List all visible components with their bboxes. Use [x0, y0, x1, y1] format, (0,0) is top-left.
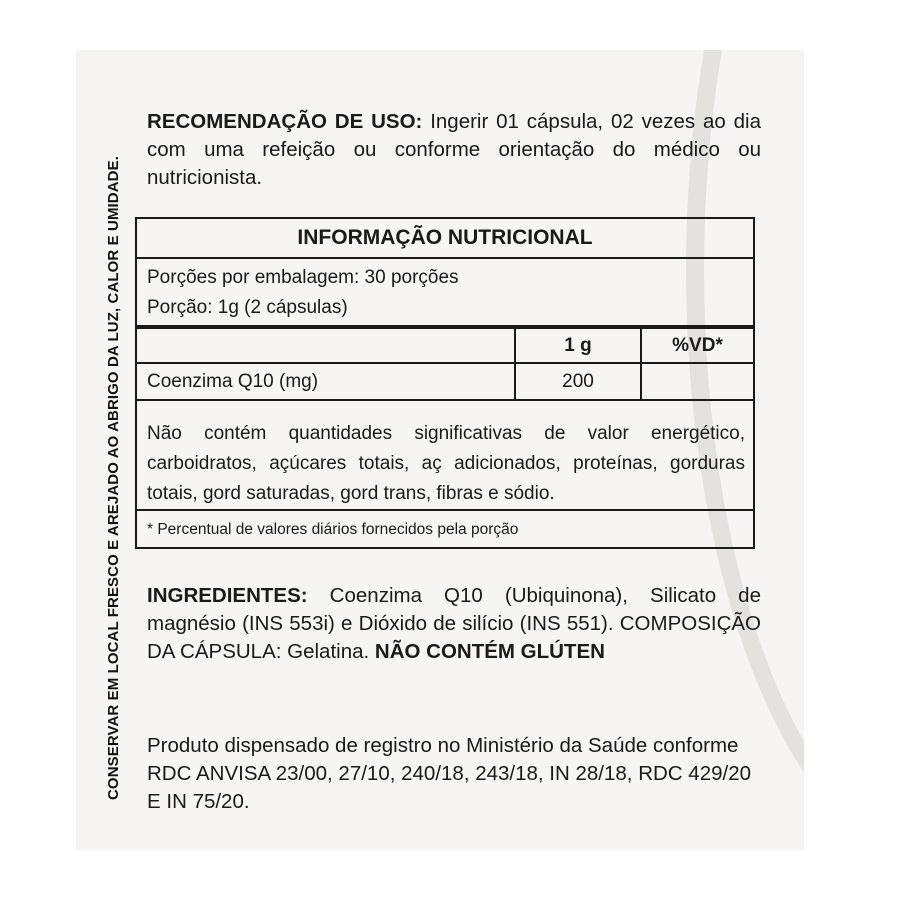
- usage-recommendation-text: Ingerir 01 cápsula, 02 vezes ao dia com uma refeição ou conforme orientação do médico ou nutricionista.: [147, 110, 761, 189]
- nutrition-facts-table: [135, 217, 755, 549]
- storage-instructions: CONSERVAR EM LOCAL FRESCO E AREJADO AO ABRIGO DA LUZ, CALOR E UMIDADE.: [105, 156, 122, 800]
- table-divider: [137, 509, 753, 511]
- nutrition-table-title: INFORMAÇÃO NUTRICIONAL: [137, 219, 753, 259]
- usage-recommendation: [147, 108, 761, 192]
- registration-notice: Produto dispensado de registro no Ministério da Saúde conforme RDC ANVISA 23/00, 27/10, 240/18, 243/18, IN 28/18, RDC 429/20 E IN 75/20.: [147, 734, 751, 813]
- ingredients-label: INGREDIENTES:: [147, 584, 308, 607]
- serving-info: [147, 263, 459, 323]
- amount-column-header: 1 g: [564, 335, 592, 356]
- serving-size: Porção: 1g (2 cápsulas): [147, 297, 348, 318]
- nutrient-name: Coenzima Q10 (mg): [147, 371, 319, 392]
- usage-recommendation-label: RECOMENDAÇÃO DE USO:: [147, 110, 423, 133]
- daily-value-column-header: %VD*: [672, 335, 723, 356]
- daily-value-footnote: * Percentual de valores diários fornecidos pela porção: [147, 521, 519, 538]
- servings-per-package: Porções por embalagem: 30 porções: [147, 267, 459, 288]
- gluten-warning: NÃO CONTÉM GLÚTEN: [374, 640, 605, 663]
- nutrient-amount: 200: [562, 371, 594, 392]
- ingredients-section: [147, 582, 761, 666]
- nutrient-daily-value: [642, 365, 753, 399]
- ingredients-text: Coenzima Q10 (Ubiquinona), Silicato de magnésio (INS 553i) e Dióxido de silício (INS 551). COMPOSIÇÃO DA CÁPSULA: Gelatina.: [147, 584, 761, 663]
- table-divider: [137, 399, 753, 401]
- insignificant-nutrients-note: Não contém quantidades significativas de valor energético, carboidratos, açúcares totais, aç adicionados, proteínas, gorduras totais, gord saturadas, gord trans, fibras e sódio.: [147, 423, 745, 504]
